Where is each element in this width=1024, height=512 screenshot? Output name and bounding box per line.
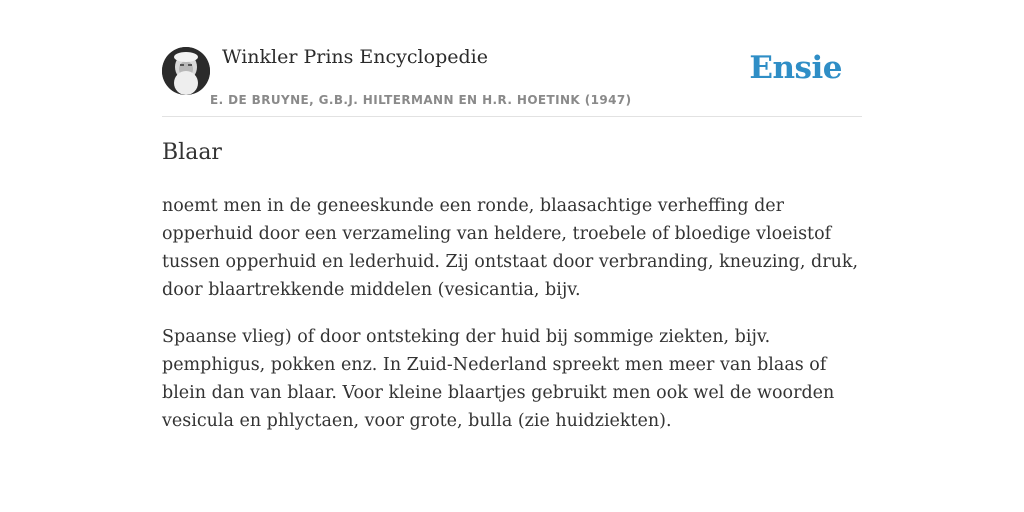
ensie-logo-link[interactable]: Ensie [749, 50, 842, 86]
author-byline: E. DE BRUYNE, G.B.J. HILTERMANN EN H.R. HOETINK (1947) [210, 93, 632, 107]
author-portrait-icon [162, 47, 210, 95]
author-avatar [162, 47, 210, 95]
page [162, 0, 862, 512]
entry-paragraph: Spaanse vlieg) of door ontsteking der huid bij sommige ziekten, bijv. pemphigus, pokken enz. In Zuid-Nederland spreekt men meer van blaas of blein dan van blaar. Voor kleine blaartjes gebruikt men ook wel de woorden vesicula en phlyctaen, voor grote, bulla (zie huidziekten). [162, 327, 835, 431]
site-title[interactable]: Winkler Prins Encyclopedie [222, 46, 488, 68]
entry-paragraph: noemt men in de geneeskunde een ronde, blaasachtige verheffing der opperhuid door een verzameling van heldere, troebele of bloedige vloeistof tussen opperhuid en lederhuid. Zij ontstaat door verbranding, kneuzing, druk, door blaartrekkende middelen (vesicantia, bijv. [162, 196, 859, 300]
entry-content [162, 192, 862, 454]
entry-title: Blaar [162, 140, 222, 165]
header [162, 0, 862, 117]
